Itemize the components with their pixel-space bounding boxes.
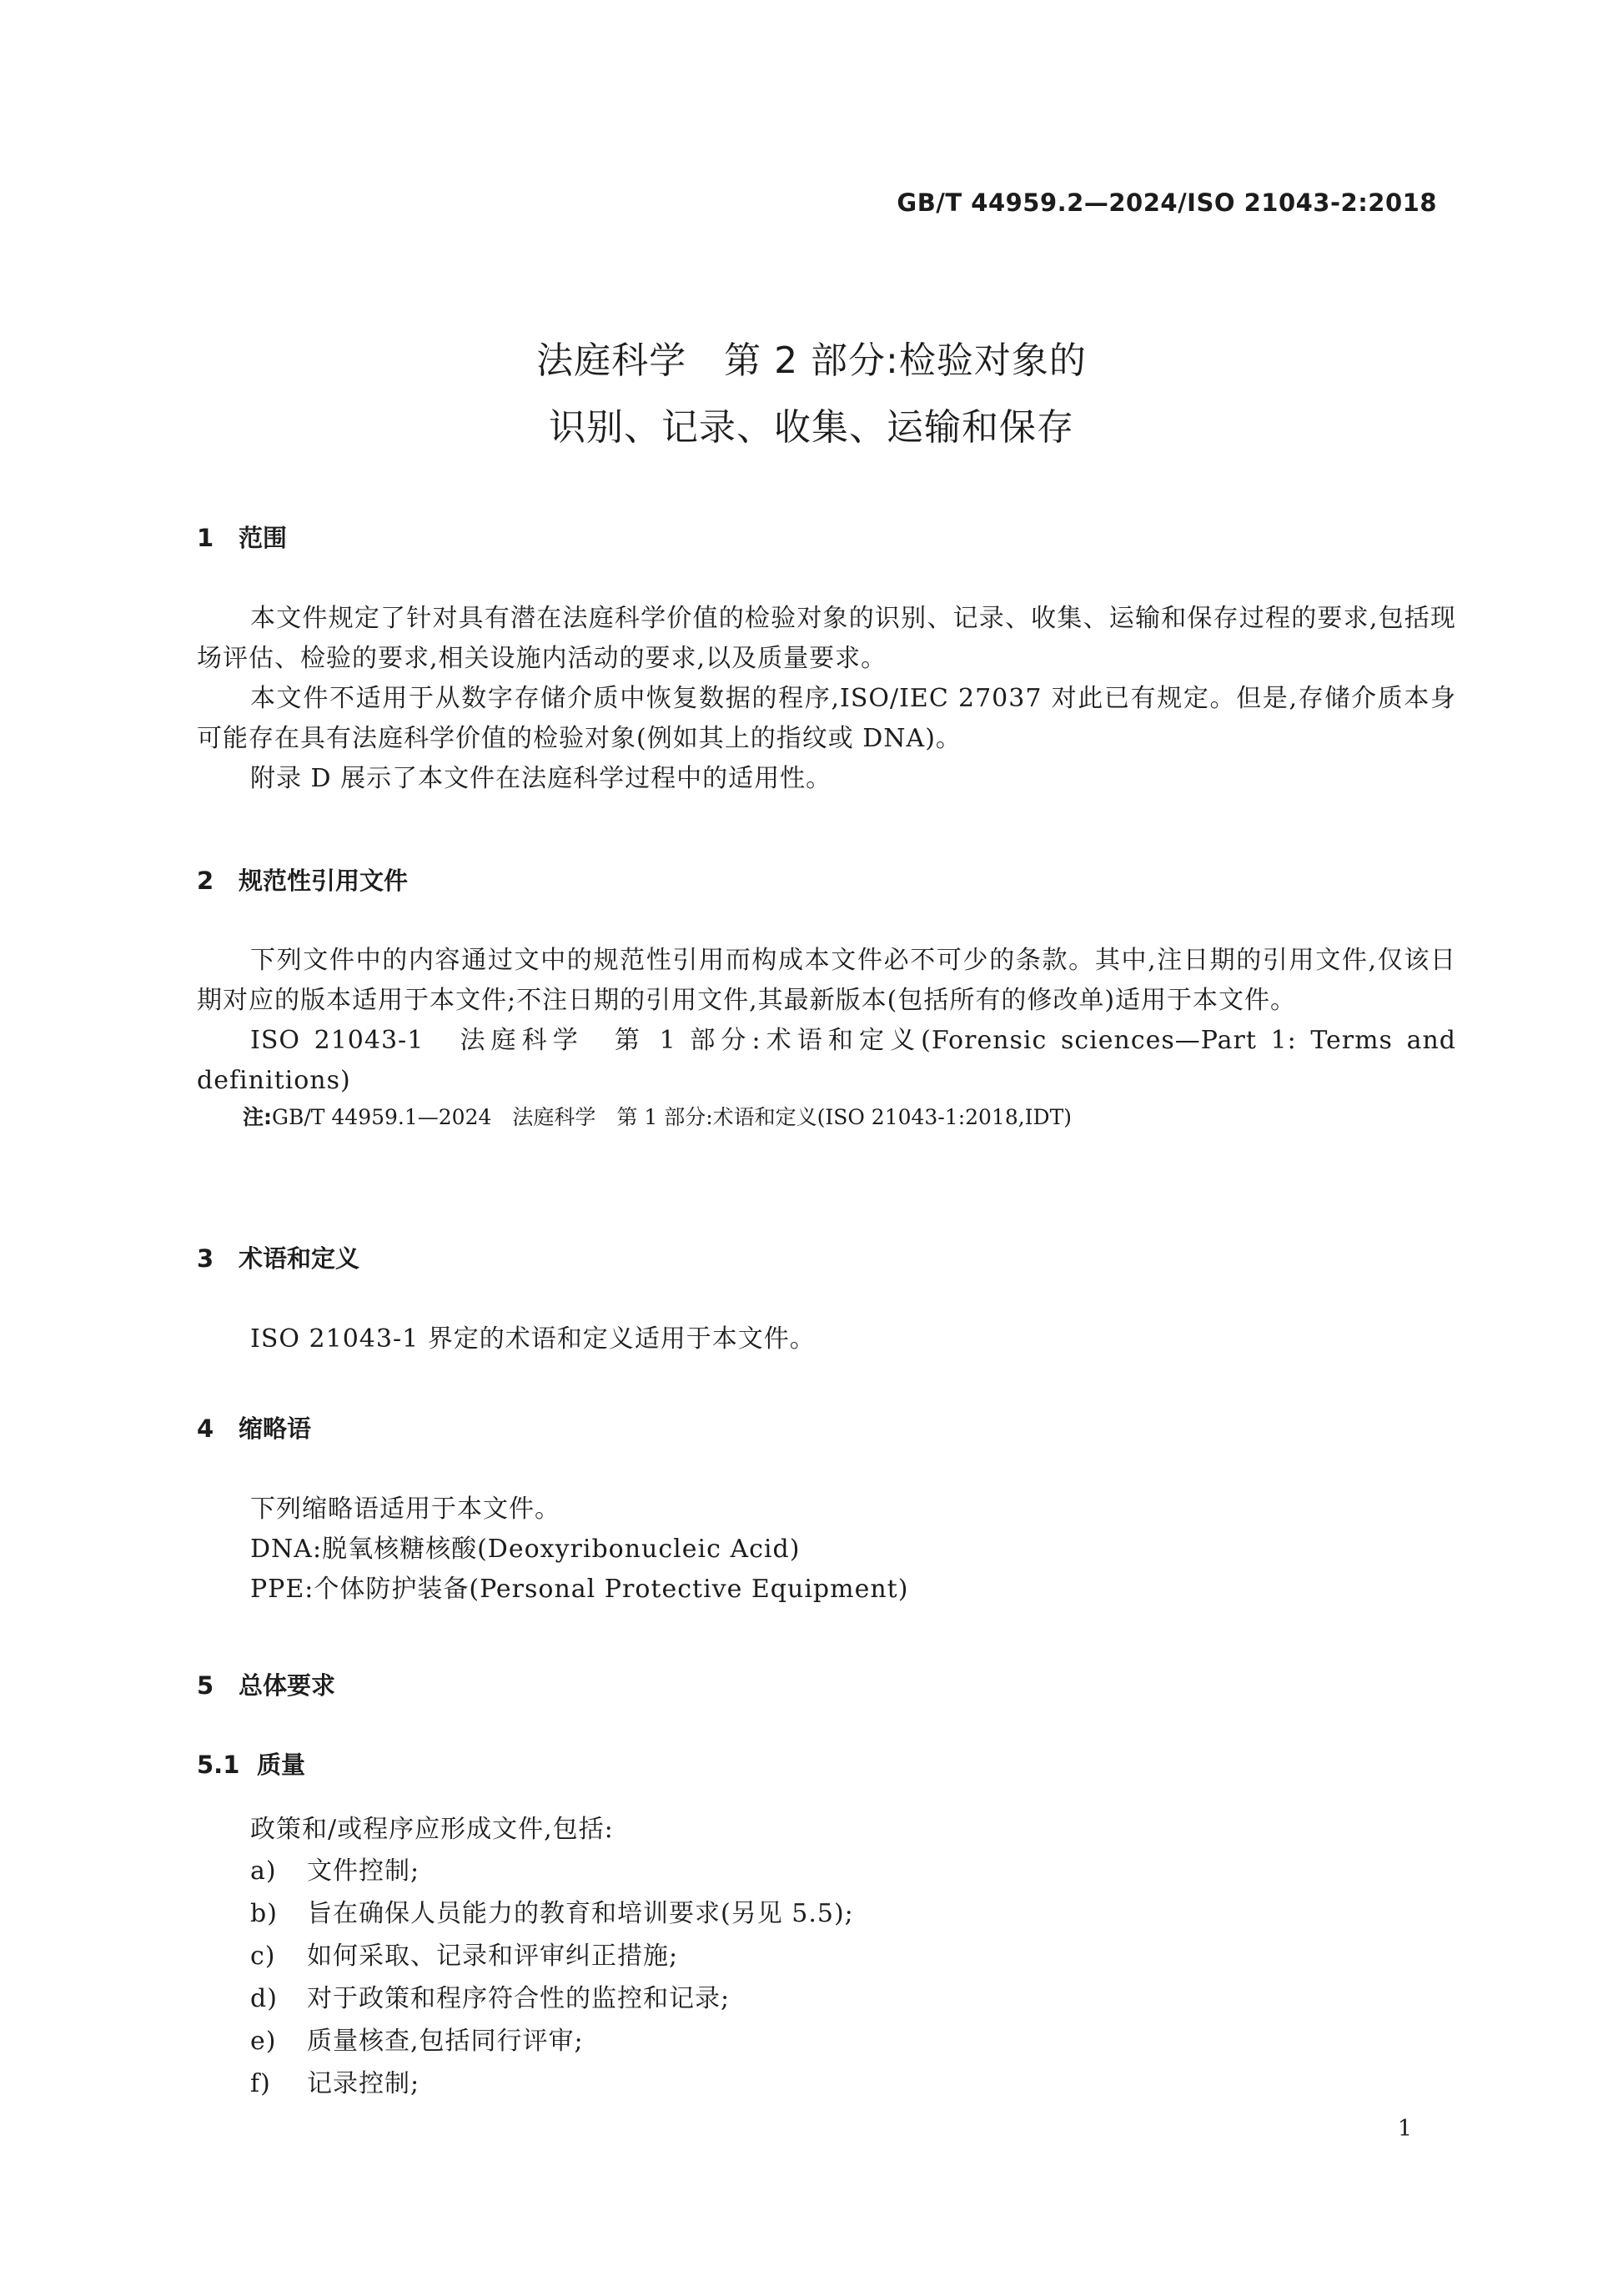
section-1-body <box>197 599 1456 799</box>
note-label: 注: <box>243 1105 272 1129</box>
section-title: 范围 <box>239 524 288 552</box>
page-number: 1 <box>1397 2116 1412 2142</box>
section-heading <box>197 864 1456 897</box>
list-text: 如何采取、记录和评审纠正措施; <box>307 1942 679 1971</box>
standard-code: GB/T 44959.2—2024/ISO 21043-2:2018 <box>897 188 1437 217</box>
list-item <box>197 1977 1456 2020</box>
paragraph: 附录 D 展示了本文件在法庭科学过程中的适用性。 <box>250 764 832 793</box>
subsection-heading <box>197 1748 1456 1781</box>
section-5-1-body <box>197 1810 1456 2105</box>
section-heading <box>197 1669 1456 1702</box>
section-title: 质量 <box>257 1751 306 1779</box>
document-title <box>0 328 1623 461</box>
section-5 <box>197 1669 1456 1702</box>
section-4 <box>197 1412 1456 1445</box>
section-2-body <box>197 941 1456 1134</box>
section-heading <box>197 521 1456 555</box>
section-number: 3 <box>197 1244 214 1273</box>
list-marker: d) <box>250 1984 278 2013</box>
title-line-2: 识别、记录、收集、运输和保存 <box>549 406 1074 449</box>
paragraph: 本文件规定了针对具有潜在法庭科学价值的检验对象的识别、记录、收集、运输和保存过程的要求,包括现场评估、检验的要求,相关设施内活动的要求,以及质量要求。 <box>197 604 1456 673</box>
list-item <box>197 1935 1456 1977</box>
section-title: 规范性引用文件 <box>239 867 409 895</box>
section-title: 术语和定义 <box>239 1244 360 1273</box>
section-1 <box>197 521 1456 555</box>
list-text: 文件控制; <box>307 1856 420 1886</box>
list-item <box>197 2020 1456 2062</box>
list-marker: c) <box>250 1942 276 1971</box>
section-number: 1 <box>197 524 214 552</box>
list-item <box>197 2062 1456 2105</box>
abbreviation-ppe: PPE:个体防护装备(Personal Protective Equipment) <box>250 1575 909 1604</box>
section-5-1 <box>197 1748 1456 1781</box>
section-2 <box>197 864 1456 897</box>
list-text: 记录控制; <box>307 2069 420 2098</box>
section-number: 5.1 <box>197 1751 240 1779</box>
normative-reference: ISO 21043-1 法庭科学 第 1 部分:术语和定义(Forensic sciences—Part 1: Terms and definitions) <box>197 1026 1456 1095</box>
paragraph: 下列文件中的内容通过文中的规范性引用而构成本文件必不可少的条款。其中,注日期的引用文件,仅该日期对应的版本适用于本文件;不注日期的引用文件,其最新版本(包括所有的修改单)适用于本文件。 <box>197 946 1456 1015</box>
section-title: 总体要求 <box>239 1671 336 1700</box>
note <box>197 1101 1456 1134</box>
section-number: 2 <box>197 867 214 895</box>
paragraph: ISO 21043-1 界定的术语和定义适用于本文件。 <box>250 1324 816 1354</box>
list-text: 质量核查,包括同行评审; <box>307 2027 584 2056</box>
section-title: 缩略语 <box>239 1414 312 1443</box>
list-item <box>197 1892 1456 1935</box>
text-line: 下列缩略语适用于本文件。 <box>250 1495 560 1524</box>
list-marker: f) <box>250 2069 271 2098</box>
title-line-1: 法庭科学 第 2 部分:检验对象的 <box>536 339 1087 382</box>
list-marker: b) <box>250 1899 278 1928</box>
abbreviation-dna: DNA:脱氧核糖核酸(Deoxyribonucleic Acid) <box>250 1535 801 1564</box>
list-item <box>197 1850 1456 1892</box>
section-number: 5 <box>197 1671 214 1700</box>
section-number: 4 <box>197 1414 214 1443</box>
list-text: 旨在确保人员能力的教育和培训要求(另见 5.5); <box>307 1899 854 1928</box>
section-4-body <box>197 1490 1456 1610</box>
section-3 <box>197 1242 1456 1275</box>
list-marker: e) <box>250 2027 277 2056</box>
list-text: 对于政策和程序符合性的监控和记录; <box>307 1984 731 2013</box>
list-intro: 政策和/或程序应形成文件,包括: <box>250 1815 614 1844</box>
paragraph: 本文件不适用于从数字存储介质中恢复数据的程序,ISO/IEC 27037 对此已有规定。但是,存储介质本身可能存在具有法庭科学价值的检验对象(例如其上的指纹或 DNA)。 <box>197 684 1456 753</box>
section-3-body <box>197 1319 1456 1359</box>
section-heading <box>197 1242 1456 1275</box>
list-marker: a) <box>250 1856 277 1886</box>
note-text: GB/T 44959.1—2024 法庭科学 第 1 部分:术语和定义(ISO 21043-1:2018,IDT) <box>272 1105 1073 1129</box>
section-heading <box>197 1412 1456 1445</box>
